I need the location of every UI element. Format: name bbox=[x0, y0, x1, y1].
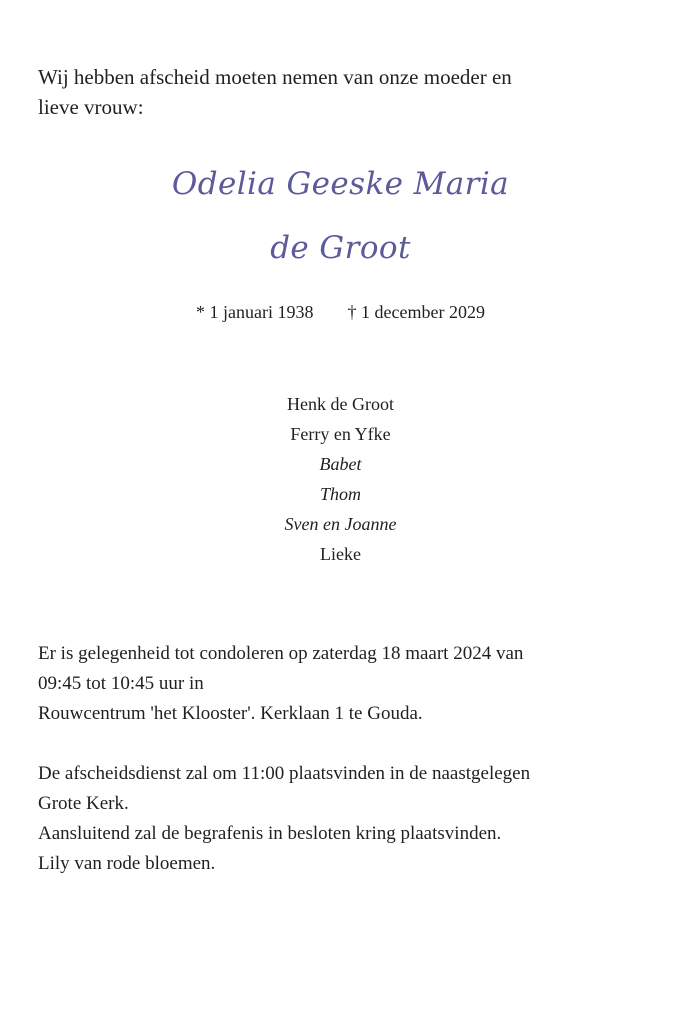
service-line-2: Grote Kerk. bbox=[38, 793, 129, 814]
service-line-3: Aansluitend zal de begrafenis in besloten kring plaatsvinden. bbox=[38, 823, 502, 844]
list-item: Henk de Groot bbox=[287, 394, 394, 414]
life-dates bbox=[38, 302, 643, 323]
service-line-1: De afscheidsdienst zal om 11:00 plaatsvinden in de naastgelegen bbox=[38, 763, 531, 784]
arrangements-section bbox=[38, 639, 643, 879]
deceased-name-line-1: Odelia Geeske Maria bbox=[171, 166, 510, 202]
condolence-line-3: Rouwcentrum 'het Klooster'. Kerklaan 1 te Gouda. bbox=[38, 703, 423, 724]
list-item: Sven en Joanne bbox=[284, 514, 397, 534]
service-line-4: Lily van rode bloemen. bbox=[38, 853, 216, 874]
deceased-name-line-2: de Groot bbox=[270, 230, 411, 266]
list-item: Ferry en Yfke bbox=[290, 424, 391, 444]
list-item: Thom bbox=[319, 484, 361, 504]
intro-paragraph bbox=[38, 62, 643, 122]
list-item: Lieke bbox=[320, 544, 361, 564]
condolence-line-1: Er is gelegenheid tot condoleren op zaterdag 18 maart 2024 van bbox=[38, 643, 524, 664]
intro-line-2: lieve vrouw: bbox=[38, 95, 144, 119]
condolence-line-2: 09:45 tot 10:45 uur in bbox=[38, 673, 204, 694]
intro-line-1: Wij hebben afscheid moeten nemen van onze moeder en bbox=[38, 65, 512, 89]
survivors-list bbox=[38, 389, 643, 569]
list-item: Babet bbox=[319, 454, 362, 474]
deceased-name-block bbox=[38, 164, 643, 268]
death-date: † 1 december 2029 bbox=[347, 302, 485, 322]
birth-date: * 1 januari 1938 bbox=[196, 302, 314, 322]
